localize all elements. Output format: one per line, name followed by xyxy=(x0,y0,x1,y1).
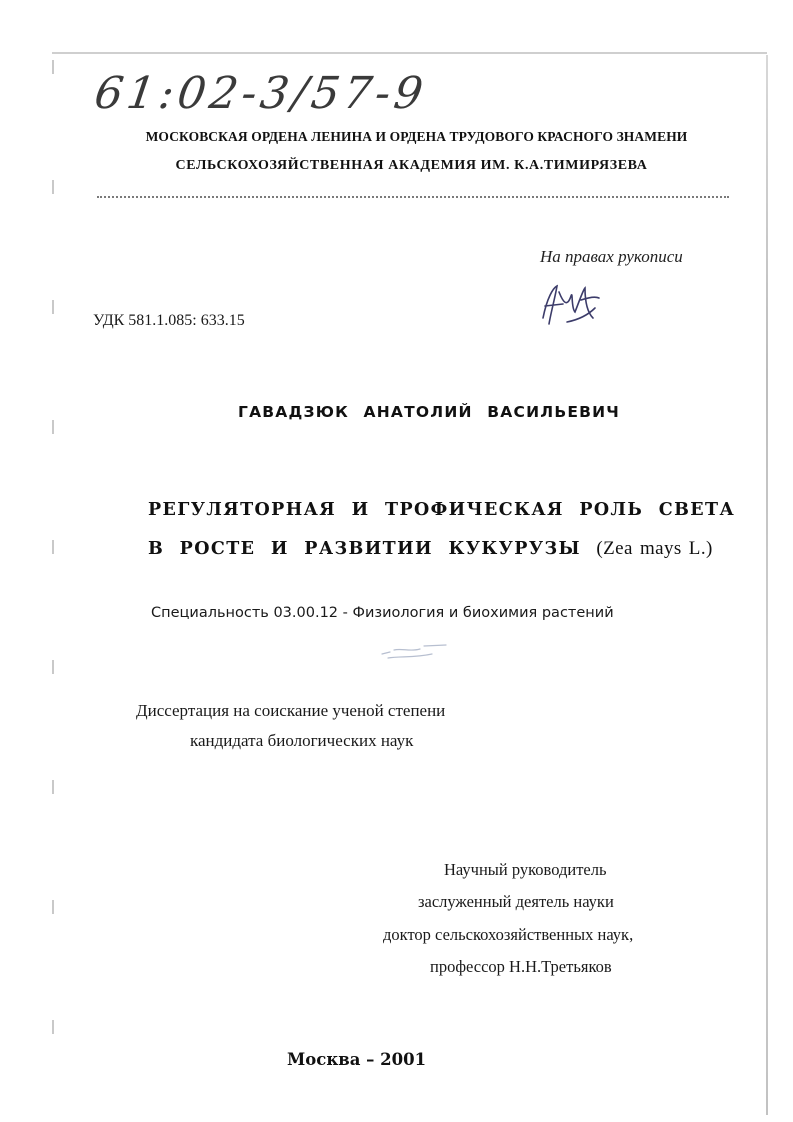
scan-edge-left xyxy=(52,60,54,1040)
scan-edge-top xyxy=(52,52,767,54)
supervisor-line-3: доктор сельскохозяйственных наук, xyxy=(383,925,634,944)
title-line-2 xyxy=(148,538,713,560)
institution-line-1: МОСКОВСКАЯ ОРДЕНА ЛЕНИНА И ОРДЕНА ТРУДОВОГО КРАСНОГО ЗНАМЕНИ xyxy=(145,129,688,144)
faint-stamp-icon xyxy=(380,640,450,662)
title-line-2-text: В РОСТЕ И РАЗВИТИИ КУКУРУЗЫ xyxy=(148,539,581,559)
institution-line-2: СЕЛЬСКОХОЗЯЙСТВЕННАЯ АКАДЕМИЯ ИМ. К.А.ТИМИРЯЗЕВА xyxy=(175,158,648,173)
supervisor-line-1: Научный руководитель xyxy=(444,860,607,879)
supervisor-line-4: профессор Н.Н.Третьяков xyxy=(430,957,612,976)
header-divider xyxy=(97,196,729,198)
city-year: Москва – 2001 xyxy=(287,1050,427,1069)
archive-number-handwritten: 61:02-3/57-9 xyxy=(91,68,430,119)
udk-code: УДК 581.1.085: 633.15 xyxy=(93,312,245,329)
dissertation-line-1: Диссертация на соискание ученой степени xyxy=(136,701,446,720)
signature-icon xyxy=(537,278,601,330)
scan-edge-right xyxy=(766,55,768,1115)
supervisor-line-2: заслуженный деятель науки xyxy=(418,892,614,911)
title-latin-name: (Zea mays L.) xyxy=(596,538,713,559)
author-name: ГАВАДЗЮК АНАТОЛИЙ ВАСИЛЬЕВИЧ xyxy=(238,403,621,421)
specialty: Специальность 03.00.12 - Физиология и биохимия растений xyxy=(151,605,614,621)
title-line-1: РЕГУЛЯТОРНАЯ И ТРОФИЧЕСКАЯ РОЛЬ СВЕТА xyxy=(148,500,736,520)
rights-note: На правах рукописи xyxy=(540,247,683,266)
dissertation-line-2: кандидата биологических наук xyxy=(190,731,414,750)
